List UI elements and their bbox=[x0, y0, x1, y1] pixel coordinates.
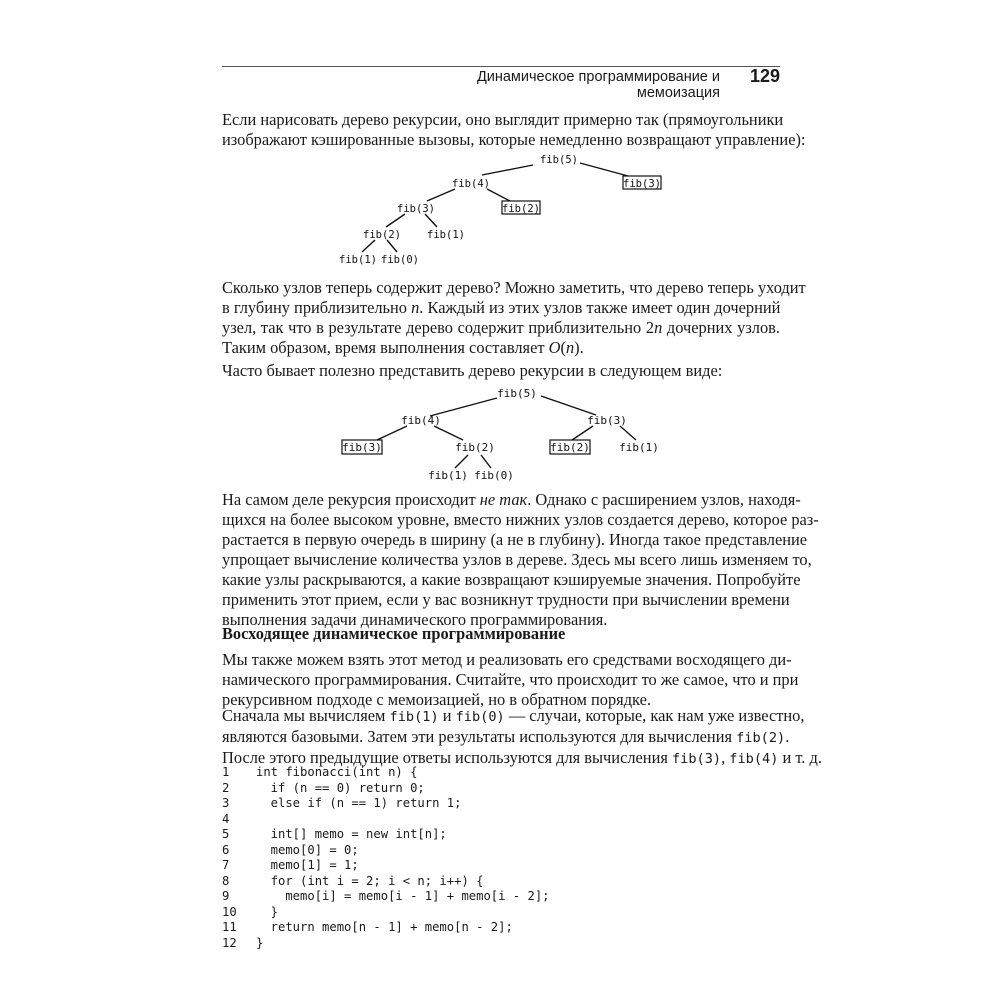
tree-node-label: fib(2) bbox=[550, 441, 590, 454]
paragraph-line: узел, так что в результате дерево содержит приблизительно 2n дочерних узлов. bbox=[222, 318, 781, 337]
tree1-edge bbox=[580, 163, 628, 176]
paragraph-line: применить этот прием, если у вас возникнут трудности при вычислении времени bbox=[222, 590, 790, 609]
code-text: memo[0] = 0; bbox=[256, 842, 359, 857]
paragraph-line: Сначала мы вычисляем fib(1) и fib(0) — случаи, которые, как нам уже известно, bbox=[222, 706, 805, 725]
paragraph-line: растается в первую очередь в ширину (а не в глубину). Иногда такое представление bbox=[222, 530, 808, 549]
tree-node-label: fib(3) bbox=[397, 203, 435, 215]
tree1-edge bbox=[427, 189, 455, 201]
code-line bbox=[222, 827, 550, 843]
code-line bbox=[222, 781, 550, 797]
line-number: 10 bbox=[222, 904, 237, 919]
paragraph-line: в глубину приблизительно n. Каждый из этих узлов также имеет один дочерний bbox=[222, 298, 781, 317]
tree2-edge bbox=[481, 455, 491, 468]
code-line bbox=[222, 812, 550, 828]
tree-node-label: fib(3) bbox=[623, 178, 661, 190]
paragraph-bottom-up bbox=[222, 650, 799, 710]
code-line bbox=[222, 920, 550, 936]
tree2-edge bbox=[541, 396, 596, 415]
tree2-edge bbox=[572, 426, 593, 440]
tree2-edge bbox=[434, 426, 463, 440]
code-listing bbox=[222, 765, 550, 951]
paragraph-line: Если нарисовать дерево рекурсии, оно выглядит примерно так (прямоугольники bbox=[222, 110, 784, 129]
tree1-edge bbox=[387, 240, 397, 252]
tree-node-label: fib(2) bbox=[455, 441, 495, 454]
line-number: 12 bbox=[222, 935, 237, 950]
tree-node-label: fib(2) bbox=[502, 203, 540, 215]
paragraph-line: рекурсивном подходе с мемоизацией, но в обратном порядке. bbox=[222, 690, 651, 709]
tree-node-label: fib(0) bbox=[381, 254, 419, 266]
tree-node-label: fib(2) bbox=[363, 229, 401, 241]
line-number: 6 bbox=[222, 842, 230, 857]
code-text: for (int i = 2; i < n; i++) { bbox=[256, 873, 484, 888]
tree-node-label: fib(4) bbox=[452, 178, 490, 190]
tree-node-label: fib(3) bbox=[587, 414, 627, 427]
code-line bbox=[222, 936, 550, 952]
code-text: int[] memo = new int[n]; bbox=[256, 827, 447, 841]
paragraph-line: Часто бывает полезно представить дерево рекурсии в следующем виде: bbox=[222, 361, 723, 380]
code-text: memo[i] = memo[i - 1] + memo[i - 2]; bbox=[256, 889, 550, 903]
paragraph-line: выполнения задачи динамического программирования. bbox=[222, 610, 608, 629]
tree-node-label: fib(0) bbox=[474, 469, 514, 482]
tree-node-label: fib(1) bbox=[428, 469, 468, 482]
code-line bbox=[222, 843, 550, 859]
tree-node-label: fib(5) bbox=[497, 387, 537, 400]
tree1-edge bbox=[386, 214, 405, 227]
paragraph-line: какие узлы раскрываются, а какие возвращают кэшируемые значения. Попробуйте bbox=[222, 570, 801, 589]
tree1-edge bbox=[487, 189, 510, 201]
code-text: else if (n == 1) return 1; bbox=[256, 796, 462, 810]
paragraph-computation-order bbox=[222, 706, 822, 769]
paragraph-line: На самом деле рекурсия происходит не так. Однако с расширением узлов, находя- bbox=[222, 490, 801, 509]
line-number: 2 bbox=[222, 780, 230, 795]
line-number: 1 bbox=[222, 765, 230, 779]
line-number: 4 bbox=[222, 811, 230, 826]
code-text: return memo[n - 1] + memo[n - 2]; bbox=[256, 920, 513, 934]
tree1-edge bbox=[362, 240, 375, 252]
tree-node-label: fib(5) bbox=[540, 154, 578, 166]
paragraph-line: После этого предыдущие ответы используются для вычисления fib(3), fib(4) и т. д. bbox=[222, 748, 822, 767]
tree2-edges bbox=[377, 396, 636, 468]
line-number: 9 bbox=[222, 889, 230, 903]
tree2-edge bbox=[455, 455, 468, 468]
paragraph-explanation bbox=[222, 490, 819, 630]
tree-node-label: fib(1) bbox=[427, 229, 465, 241]
page-number: 129 bbox=[749, 66, 780, 86]
code-line bbox=[222, 796, 550, 812]
tree-node-label: fib(1) bbox=[619, 441, 659, 454]
paragraph-line: упрощает вычисление количества узлов в дереве. Здесь мы всего лишь изменяем то, bbox=[222, 550, 812, 569]
paragraph-line: являются базовыми. Затем эти результаты используются для вычисления fib(2). bbox=[222, 727, 790, 746]
tree1-edge bbox=[425, 214, 437, 227]
line-number: 3 bbox=[222, 796, 230, 810]
paragraph-line: изображают кэшированные вызовы, которые немедленно возвращают управление): bbox=[222, 130, 806, 149]
code-line bbox=[222, 905, 550, 921]
tree2-edge bbox=[620, 426, 636, 440]
paragraph-line: намического программирования. Считайте, что происходит то же самое, что и при bbox=[222, 670, 799, 689]
tree-node-label: fib(1) bbox=[339, 254, 377, 266]
code-text: int fibonacci(int n) { bbox=[256, 765, 418, 779]
code-text: } bbox=[256, 935, 264, 950]
code-line bbox=[222, 858, 550, 874]
paragraph-node-count bbox=[222, 278, 806, 358]
paragraph-line: щихся на более высоком уровне, вместо нижних узлов создается дерево, которое раз- bbox=[222, 510, 819, 529]
tree1-edge bbox=[482, 165, 533, 175]
paragraph-line: Сколько узлов теперь содержит дерево? Можно заметить, что дерево теперь уходит bbox=[222, 278, 806, 297]
line-number: 7 bbox=[222, 858, 230, 872]
tree-node-label: fib(4) bbox=[401, 414, 441, 427]
code-line bbox=[222, 889, 550, 905]
section-heading: Восходящее динамическое программирование bbox=[222, 624, 566, 643]
code-text: if (n == 0) return 0; bbox=[256, 780, 425, 795]
paragraph-line: Таким образом, время выполнения составляет O(n). bbox=[222, 338, 584, 357]
paragraph-tree-alt bbox=[222, 361, 780, 381]
paragraph-line: Мы также можем взять этот метод и реализовать его средствами восходящего ди- bbox=[222, 650, 792, 669]
code-line bbox=[222, 874, 550, 890]
code-line bbox=[222, 765, 550, 781]
line-number: 5 bbox=[222, 827, 230, 841]
running-header-title: Динамическое программирование и мемоизация bbox=[476, 69, 720, 101]
tree-node-label: fib(3) bbox=[342, 441, 382, 454]
code-text: memo[1] = 1; bbox=[256, 858, 359, 872]
code-text: } bbox=[256, 904, 279, 919]
line-number: 11 bbox=[222, 920, 237, 934]
line-number: 8 bbox=[222, 873, 230, 888]
tree2-edge bbox=[377, 426, 407, 440]
